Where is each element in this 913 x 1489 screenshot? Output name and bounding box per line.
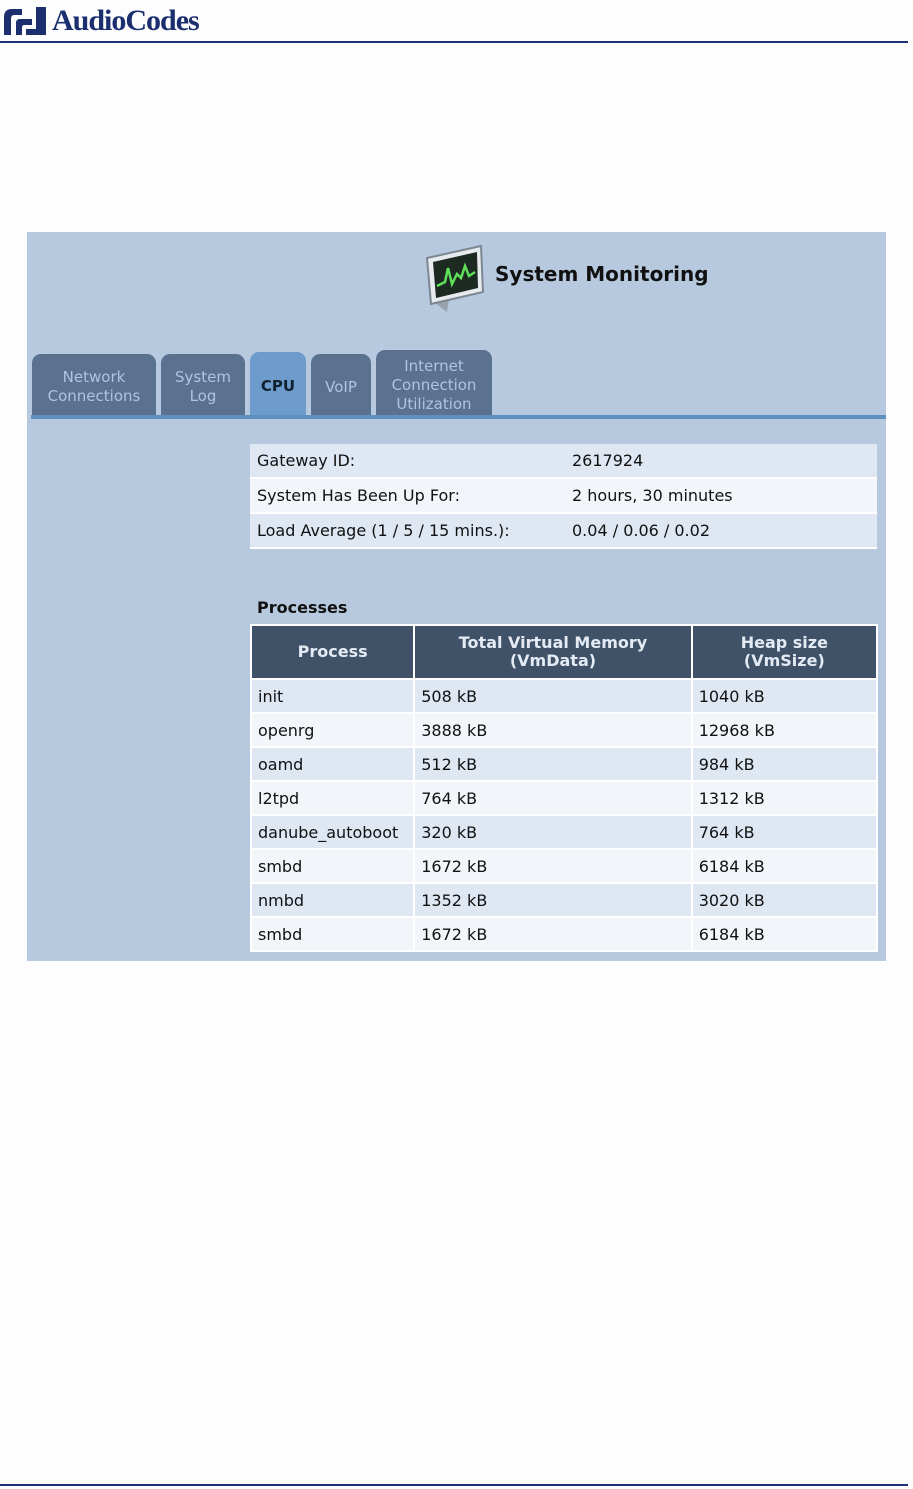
page-header	[417, 238, 709, 316]
processes-table	[250, 624, 878, 952]
table-row	[251, 849, 877, 883]
info-row-gateway-id	[250, 444, 877, 478]
info-value: 2 hours, 30 minutes	[565, 478, 877, 513]
table-row	[251, 781, 877, 815]
process-name: init	[251, 679, 414, 713]
process-name: openrg	[251, 713, 414, 747]
process-name: oamd	[251, 747, 414, 781]
process-vmdata: 512 kB	[414, 747, 691, 781]
info-row-load-average	[250, 513, 877, 548]
logo-text: AudioCodes	[52, 4, 199, 37]
process-name: smbd	[251, 849, 414, 883]
process-vmsize: 6184 kB	[692, 849, 877, 883]
info-value: 2617924	[565, 444, 877, 478]
process-name: l2tpd	[251, 781, 414, 815]
process-vmdata: 1672 kB	[414, 917, 691, 951]
tab-internet-connection-utilization[interactable]: Internet Connection Utilization	[376, 350, 492, 416]
process-vmsize: 764 kB	[692, 815, 877, 849]
info-label: Load Average (1 / 5 / 15 mins.):	[250, 513, 565, 548]
info-row-uptime	[250, 478, 877, 513]
column-header-vmsize: Heap size (VmSize)	[692, 625, 877, 679]
process-vmdata: 320 kB	[414, 815, 691, 849]
process-vmsize: 1312 kB	[692, 781, 877, 815]
info-label: System Has Been Up For:	[250, 478, 565, 513]
document-header	[0, 0, 913, 44]
page-title: System Monitoring	[495, 262, 709, 286]
system-monitoring-panel	[27, 232, 886, 961]
process-vmsize: 3020 kB	[692, 883, 877, 917]
process-vmsize: 6184 kB	[692, 917, 877, 951]
footer-divider	[0, 1484, 908, 1486]
processes-heading: Processes	[257, 598, 348, 617]
table-row	[251, 917, 877, 951]
tab-network-connections[interactable]: Network Connections	[32, 354, 156, 416]
process-name: nmbd	[251, 883, 414, 917]
table-row	[251, 815, 877, 849]
process-vmdata: 1672 kB	[414, 849, 691, 883]
info-label: Gateway ID:	[250, 444, 565, 478]
process-vmsize: 1040 kB	[692, 679, 877, 713]
process-vmsize: 12968 kB	[692, 713, 877, 747]
table-row	[251, 883, 877, 917]
audiocodes-logo	[2, 4, 199, 38]
table-row	[251, 679, 877, 713]
process-vmdata: 3888 kB	[414, 713, 691, 747]
process-vmdata: 1352 kB	[414, 883, 691, 917]
audiocodes-logo-icon	[2, 5, 48, 37]
process-vmsize: 984 kB	[692, 747, 877, 781]
processes-header-row	[251, 625, 877, 679]
process-vmdata: 508 kB	[414, 679, 691, 713]
column-header-vmdata: Total Virtual Memory (VmData)	[414, 625, 691, 679]
process-vmdata: 764 kB	[414, 781, 691, 815]
header-divider	[0, 41, 908, 43]
column-header-process: Process	[251, 625, 414, 679]
process-name: danube_autoboot	[251, 815, 414, 849]
tab-cpu[interactable]: CPU	[250, 352, 306, 416]
system-monitor-icon	[417, 238, 487, 316]
tab-voip[interactable]: VoIP	[311, 354, 371, 416]
table-row	[251, 713, 877, 747]
system-info-table	[250, 444, 877, 549]
tab-system-log[interactable]: System Log	[161, 354, 245, 416]
table-row	[251, 747, 877, 781]
info-value: 0.04 / 0.06 / 0.02	[565, 513, 877, 548]
tab-underline	[31, 415, 886, 419]
process-name: smbd	[251, 917, 414, 951]
